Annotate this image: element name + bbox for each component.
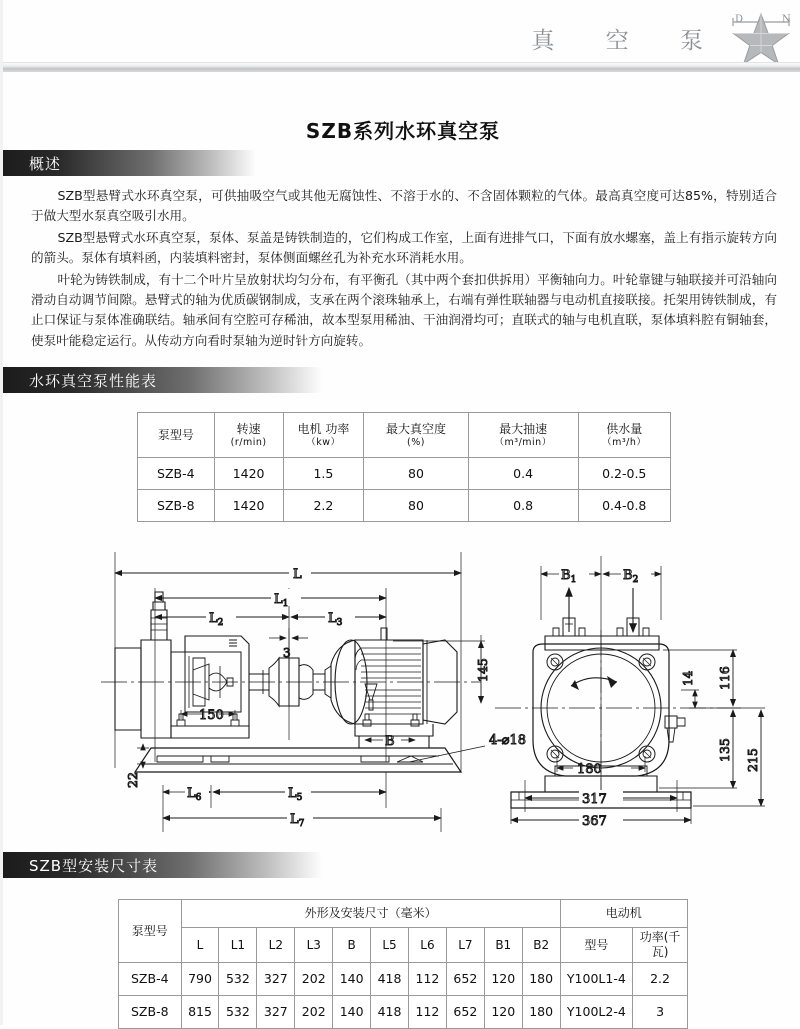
dim-label-L6: $L_6$: [187, 786, 202, 803]
perf-cell-power: 2.2: [283, 490, 364, 522]
install-cell-model: SZB-4: [119, 963, 182, 996]
dim-label-215: 215: [745, 748, 760, 772]
table-row: [119, 963, 688, 996]
install-cell-B1: 120: [484, 963, 522, 996]
perf-header-watersupply-name: 供水量: [606, 421, 643, 436]
dim-label-367: 367: [582, 814, 607, 829]
install-subheader-L6: L6: [409, 928, 447, 963]
dim-label-L3: $L_3$: [328, 611, 343, 628]
table-header-group-row: [119, 900, 688, 928]
perf-header-speed-name: 转速: [236, 421, 261, 436]
perf-cell-watersupply: 0.2-0.5: [578, 458, 671, 490]
perf-cell-capacity: 0.8: [468, 490, 578, 522]
perf-header-model: [138, 413, 215, 458]
install-subheader-B: B: [333, 928, 371, 963]
install-cell-L7: 652: [446, 963, 484, 996]
perf-header-watersupply-unit: （m³/h）: [602, 436, 647, 448]
table-header-row: [138, 413, 671, 458]
install-cell-L7: 652: [446, 996, 484, 1029]
overview-paragraph-2: SZB型悬臂式水环真空泵，泵体、泵盖是铸铁制造的，它们构成工作室，上面有进排气口，下面有放水螺塞，盖上有指示旋转方向的箭头。泵体有填料函，内装填料密封，泵体侧面螺丝孔为补充水环消耗水用。: [31, 229, 777, 266]
install-cell-B: 140: [333, 996, 371, 1029]
section-bar-installation: [3, 852, 323, 878]
overview-paragraph-3: 叶轮为铸铁制成，有十二个叶片呈放射状均匀分布，有平衡孔（其中两个套扣供拆用）平衡轴向力。叶轮靠键与轴联接并可沿轴向滑动自动调节间隙。悬臂式的轴为优质碳钢制成，支承在两个滚珠轴承上，右端有弹性联轴器与电动机直接联接。托架用铸铁制成，有止口保证与泵体准确联结。轴承间有空腔可存稀油，故本型泵用稀油、干油润滑均可；直联式的轴与电机直联，泵体填料腔有铜轴套，使泵叶能稳定运行。从传动方向看时泵轴为逆时针方向旋转。: [31, 271, 777, 348]
perf-cell-power: 1.5: [283, 458, 364, 490]
install-cell-B2: 180: [522, 996, 560, 1029]
perf-header-capacity-name: 最大抽速: [499, 421, 548, 436]
section-bar-overview: [3, 150, 257, 176]
dim-label-bolt-note: 4-⌀18: [489, 733, 527, 748]
dim-label-22: 22: [125, 772, 140, 788]
dim-label-L7: $L_7$: [290, 812, 305, 829]
masthead: [3, 0, 800, 80]
install-subheader-L5: L5: [371, 928, 409, 963]
dim-label-14: 14: [681, 670, 695, 686]
install-cell-L6: 112: [409, 963, 447, 996]
compass-letter-n: N: [782, 14, 791, 25]
perf-header-vacuum-unit: (%): [407, 436, 425, 448]
perf-cell-capacity: 0.4: [468, 458, 578, 490]
install-cell-B2: 180: [522, 963, 560, 996]
install-subheader-motor-model: 型号: [560, 928, 632, 963]
overview-paragraph-1: SZB型悬臂式水环真空泵，可供抽吸空气或其他无腐蚀性、不溶于水的、不含固体颗粒的气体。最高真空度可达85%，特别适合于做大型水泵真空吸引水用。: [31, 188, 777, 224]
install-header-dimensions: 外形及安装尺寸（毫米）: [181, 900, 560, 928]
page-title: SZB系列水环真空泵: [305, 119, 501, 143]
dim-label-135: 135: [717, 738, 732, 762]
perf-cell-model: SZB-8: [138, 490, 215, 522]
dim-label-L1: $L_1$: [274, 592, 289, 609]
front-view: [101, 552, 526, 832]
section-bar-performance-label: 水环真空泵性能表: [29, 371, 158, 390]
masthead-title: 真 空 泵: [531, 28, 725, 54]
install-cell-motor-model: Y100L1-4: [560, 963, 632, 996]
install-subheader-L3: L3: [295, 928, 333, 963]
perf-header-speed-unit: (r/min): [230, 436, 267, 448]
perf-header-model-name: 泵型号: [157, 427, 194, 442]
install-cell-L5: 418: [371, 963, 409, 996]
overview-text-block: [31, 186, 777, 352]
compass-star-icon: [725, 8, 797, 64]
motor: [331, 628, 457, 724]
install-cell-L6: 112: [409, 996, 447, 1029]
dim-label-L2: $L_2$: [209, 611, 224, 628]
perf-header-power: [283, 413, 364, 458]
install-cell-model: SZB-8: [119, 996, 182, 1029]
dim-label-150: 150: [199, 708, 224, 723]
perf-header-power-name: 电机 功率: [297, 421, 350, 436]
install-subheader-L7: L7: [446, 928, 484, 963]
rotation-arrow: [571, 676, 617, 690]
table-row: [138, 458, 671, 490]
install-cell-L1: 532: [219, 996, 257, 1029]
dim-label-L5: $L_5$: [288, 786, 303, 803]
table-row: [119, 996, 688, 1029]
install-cell-motor-model: Y100L2-4: [560, 996, 632, 1029]
install-header-model: 泵型号: [119, 900, 182, 963]
dim-label-L: L: [293, 567, 302, 582]
perf-cell-vacuum: 80: [364, 458, 468, 490]
install-header-motor: 电动机: [560, 900, 687, 928]
compass-letter-d: D: [735, 14, 744, 25]
install-cell-L: 790: [181, 963, 219, 996]
install-subheader-L: L: [181, 928, 219, 963]
perf-header-vacuum: [364, 413, 468, 458]
section-bar-performance: [3, 367, 323, 393]
perf-cell-watersupply: 0.4-0.8: [578, 490, 671, 522]
dim-label-B: B: [385, 734, 395, 749]
perf-cell-model: SZB-4: [138, 458, 215, 490]
install-cell-B1: 120: [484, 996, 522, 1029]
perf-cell-vacuum: 80: [364, 490, 468, 522]
install-cell-L3: 202: [295, 963, 333, 996]
section-bar-overview-label: 概述: [29, 154, 62, 173]
side-view: [495, 556, 765, 829]
section-bar-installation-label: SZB型安装尺寸表: [29, 856, 159, 875]
install-subheader-motor-power: 功率(千瓦): [633, 928, 688, 963]
perf-header-capacity: [468, 413, 578, 458]
install-cell-B: 140: [333, 963, 371, 996]
dim-label-317: 317: [582, 792, 607, 807]
install-cell-L3: 202: [295, 996, 333, 1029]
install-cell-L2: 327: [257, 996, 295, 1029]
install-subheader-B1: B1: [484, 928, 522, 963]
perf-cell-speed: 1420: [214, 490, 283, 522]
header-divider-rule: [3, 62, 800, 72]
dim-label-B2: $B_2$: [623, 568, 639, 585]
install-subheader-L2: L2: [257, 928, 295, 963]
dim-label-B1: $B_1$: [561, 568, 577, 585]
performance-table: [137, 412, 671, 522]
perf-cell-speed: 1420: [214, 458, 283, 490]
table-header-sub-row: [119, 928, 688, 963]
table-row: [138, 490, 671, 522]
install-subheader-B2: B2: [522, 928, 560, 963]
dim-label-180: 180: [577, 762, 602, 777]
technical-drawing: [93, 540, 800, 835]
dim-label-145: 145: [475, 658, 490, 682]
install-cell-motor-power: 3: [633, 996, 688, 1029]
dim-label-116: 116: [717, 666, 732, 690]
dim-label-gap: 3: [283, 646, 291, 660]
install-cell-L5: 418: [371, 996, 409, 1029]
perf-header-watersupply: [578, 413, 671, 458]
perf-header-speed: [214, 413, 283, 458]
perf-header-power-unit: （kw）: [306, 436, 341, 448]
install-cell-motor-power: 2.2: [633, 963, 688, 996]
install-cell-L1: 532: [219, 963, 257, 996]
install-cell-L2: 327: [257, 963, 295, 996]
perf-header-capacity-unit: （m³/min）: [494, 436, 552, 448]
install-cell-L: 815: [181, 996, 219, 1029]
perf-header-vacuum-name: 最大真空度: [386, 421, 447, 436]
install-subheader-L1: L1: [219, 928, 257, 963]
installation-table: [118, 899, 688, 1029]
